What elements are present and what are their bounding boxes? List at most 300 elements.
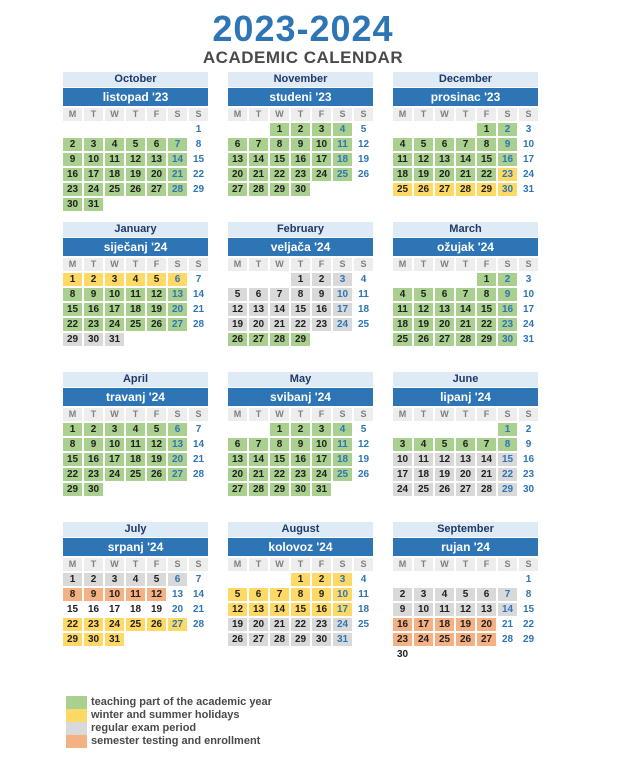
weekday-header: T (249, 558, 268, 571)
day-march-30: 30 (498, 333, 517, 346)
day-august-23: 23 (312, 618, 331, 631)
day-february-27: 27 (249, 333, 268, 346)
day-january-23: 23 (84, 318, 103, 331)
day-september-22: 22 (522, 619, 535, 630)
day-december-27: 27 (435, 183, 454, 196)
day-june-11: 11 (414, 453, 433, 466)
day-july-3: 3 (105, 573, 124, 586)
weekday-header: M (228, 408, 247, 421)
day-september-11: 11 (435, 603, 454, 616)
month-name-english: June (393, 372, 538, 387)
day-february-9: 9 (312, 288, 331, 301)
day-empty (498, 573, 517, 586)
day-march-25: 25 (393, 333, 412, 346)
day-april-27: 27 (168, 468, 187, 481)
day-empty (435, 573, 454, 586)
day-november-17: 17 (312, 153, 331, 166)
weekday-header: M (228, 258, 247, 271)
day-november-2: 2 (291, 123, 310, 136)
day-may-17: 17 (312, 453, 331, 466)
day-empty (414, 123, 433, 136)
weekday-header: W (270, 108, 289, 121)
month-days-february (228, 258, 373, 346)
day-empty (477, 423, 496, 436)
weekday-header: M (63, 258, 82, 271)
day-july-17: 17 (108, 604, 121, 615)
day-may-14: 14 (249, 453, 268, 466)
month-name-english: November (228, 72, 373, 87)
day-january-20: 20 (168, 303, 187, 316)
day-march-23: 23 (498, 318, 517, 331)
weekday-header: T (291, 408, 310, 421)
day-july-1: 1 (63, 573, 82, 586)
day-empty (168, 483, 187, 496)
day-december-2: 2 (498, 123, 517, 136)
day-july-12: 12 (147, 588, 166, 601)
day-august-25: 25 (357, 619, 370, 630)
month-name-english: March (393, 222, 538, 237)
legend-row-e (66, 722, 272, 735)
day-june-17: 17 (393, 468, 412, 481)
day-october-11: 11 (105, 153, 124, 166)
weekday-header: T (456, 108, 475, 121)
day-september-13: 13 (477, 603, 496, 616)
day-empty (393, 573, 412, 586)
day-october-14: 14 (168, 153, 187, 166)
day-december-19: 19 (414, 168, 433, 181)
day-empty (168, 333, 187, 346)
day-april-9: 9 (84, 438, 103, 451)
day-september-10: 10 (414, 603, 433, 616)
day-july-18: 18 (129, 604, 142, 615)
day-april-12: 12 (147, 438, 166, 451)
day-march-2: 2 (498, 273, 517, 286)
day-may-13: 13 (228, 453, 247, 466)
day-november-5: 5 (360, 124, 367, 135)
weekday-header: S (354, 108, 373, 121)
month-days-june (393, 408, 538, 496)
weekday-header: T (84, 408, 103, 421)
day-february-5: 5 (228, 288, 247, 301)
day-empty (168, 198, 187, 211)
day-september-27: 27 (477, 633, 496, 646)
day-empty (393, 423, 412, 436)
day-january-22: 22 (63, 318, 82, 331)
day-empty (498, 648, 517, 661)
day-august-11: 11 (358, 589, 369, 600)
month-days-november (228, 108, 373, 196)
month-january (63, 222, 208, 368)
day-july-10: 10 (105, 588, 124, 601)
day-empty (435, 423, 454, 436)
day-august-31: 31 (333, 633, 352, 646)
month-days-december (393, 108, 538, 196)
day-empty (84, 123, 103, 136)
day-april-16: 16 (84, 453, 103, 466)
day-april-25: 25 (126, 468, 145, 481)
weekday-header: S (189, 258, 208, 271)
day-august-20: 20 (249, 618, 268, 631)
day-april-30: 30 (84, 483, 103, 496)
day-january-17: 17 (105, 303, 124, 316)
weekday-header: F (477, 258, 496, 271)
day-august-4: 4 (360, 574, 367, 585)
day-empty (333, 333, 352, 346)
day-june-26: 26 (435, 483, 454, 496)
month-days-september (393, 558, 538, 661)
day-april-4: 4 (126, 423, 145, 436)
day-january-9: 9 (84, 288, 103, 301)
day-january-26: 26 (147, 318, 166, 331)
day-july-4: 4 (126, 573, 145, 586)
calendar-grid (63, 72, 538, 668)
day-december-13: 13 (435, 153, 454, 166)
day-august-16: 16 (312, 603, 331, 616)
day-empty (105, 123, 124, 136)
day-february-1: 1 (291, 273, 310, 286)
day-march-24: 24 (522, 319, 535, 330)
weekday-header: S (168, 258, 187, 271)
day-february-22: 22 (291, 318, 310, 331)
day-february-19: 19 (228, 318, 247, 331)
day-october-27: 27 (147, 183, 166, 196)
day-july-9: 9 (84, 588, 103, 601)
day-september-16: 16 (393, 618, 412, 631)
day-november-27: 27 (228, 183, 247, 196)
day-august-21: 21 (270, 618, 289, 631)
day-june-20: 20 (456, 468, 475, 481)
day-empty (435, 273, 454, 286)
day-november-14: 14 (249, 153, 268, 166)
day-may-24: 24 (312, 468, 331, 481)
month-june (393, 372, 538, 518)
day-january-6: 6 (168, 273, 187, 286)
day-july-16: 16 (87, 604, 100, 615)
day-may-26: 26 (357, 469, 370, 480)
page-title: 2023-2024 (212, 8, 394, 49)
day-september-25: 25 (435, 633, 454, 646)
day-september-1: 1 (525, 574, 532, 585)
day-march-15: 15 (477, 303, 496, 316)
month-name-croatian: listopad '23 (63, 88, 208, 106)
day-may-28: 28 (249, 483, 268, 496)
day-may-6: 6 (228, 438, 247, 451)
day-october-18: 18 (105, 168, 124, 181)
day-january-19: 19 (147, 303, 166, 316)
day-december-15: 15 (477, 153, 496, 166)
weekday-header: T (126, 108, 145, 121)
day-october-31: 31 (84, 198, 103, 211)
day-april-3: 3 (105, 423, 124, 436)
day-empty (456, 423, 475, 436)
day-march-12: 12 (414, 303, 433, 316)
day-august-2: 2 (312, 573, 331, 586)
day-march-5: 5 (414, 288, 433, 301)
day-august-6: 6 (249, 588, 268, 601)
day-may-9: 9 (291, 438, 310, 451)
day-empty (456, 573, 475, 586)
day-march-18: 18 (393, 318, 412, 331)
day-may-21: 21 (249, 468, 268, 481)
day-march-7: 7 (456, 288, 475, 301)
weekday-header: W (435, 108, 454, 121)
day-december-28: 28 (456, 183, 475, 196)
day-july-8: 8 (63, 588, 82, 601)
day-june-16: 16 (522, 454, 535, 465)
day-february-18: 18 (357, 304, 370, 315)
day-march-19: 19 (414, 318, 433, 331)
weekday-header: T (414, 258, 433, 271)
month-days-july (63, 558, 208, 646)
month-name-english: February (228, 222, 373, 237)
day-december-3: 3 (525, 124, 532, 135)
weekday-header: F (477, 108, 496, 121)
day-september-29: 29 (522, 634, 535, 645)
day-november-28: 28 (249, 183, 268, 196)
day-april-22: 22 (63, 468, 82, 481)
day-may-4: 4 (333, 423, 352, 436)
weekday-header: W (105, 558, 124, 571)
day-empty (270, 573, 289, 586)
day-december-17: 17 (522, 154, 535, 165)
day-june-2: 2 (525, 424, 532, 435)
month-may (228, 372, 373, 518)
weekday-header: M (63, 108, 82, 121)
weekday-header: S (498, 558, 517, 571)
legend-swatch-e (66, 722, 87, 735)
weekday-header: M (393, 108, 412, 121)
day-august-19: 19 (228, 618, 247, 631)
weekday-header: S (519, 558, 538, 571)
day-december-20: 20 (435, 168, 454, 181)
day-november-4: 4 (333, 123, 352, 136)
day-november-22: 22 (270, 168, 289, 181)
day-october-28: 28 (168, 183, 187, 196)
day-august-15: 15 (291, 603, 310, 616)
day-march-11: 11 (393, 303, 412, 316)
day-empty (105, 198, 124, 211)
legend-swatch-o (66, 735, 87, 748)
legend-label: teaching part of the academic year (91, 696, 272, 708)
day-september-12: 12 (456, 603, 475, 616)
day-july-19: 19 (150, 604, 163, 615)
day-january-2: 2 (84, 273, 103, 286)
day-december-4: 4 (393, 138, 412, 151)
month-name-croatian: travanj '24 (63, 388, 208, 406)
weekday-header: F (312, 558, 331, 571)
day-december-12: 12 (414, 153, 433, 166)
day-march-16: 16 (498, 303, 517, 316)
day-april-26: 26 (147, 468, 166, 481)
day-june-10: 10 (393, 453, 412, 466)
weekday-header: F (477, 408, 496, 421)
day-april-17: 17 (105, 453, 124, 466)
day-june-13: 13 (456, 453, 475, 466)
month-days-march (393, 258, 538, 346)
day-september-7: 7 (498, 588, 517, 601)
day-december-25: 25 (393, 183, 412, 196)
day-may-7: 7 (249, 438, 268, 451)
day-january-16: 16 (84, 303, 103, 316)
day-empty (456, 648, 475, 661)
weekday-header: T (291, 558, 310, 571)
day-empty (189, 198, 208, 211)
weekday-header: T (84, 558, 103, 571)
weekday-header: S (498, 108, 517, 121)
day-empty (168, 123, 187, 136)
day-empty (312, 333, 331, 346)
day-empty (519, 648, 538, 661)
day-october-15: 15 (192, 154, 205, 165)
day-november-3: 3 (312, 123, 331, 136)
day-may-23: 23 (291, 468, 310, 481)
legend-label: semester testing and enrollment (91, 735, 261, 747)
month-name-croatian: srpanj '24 (63, 538, 208, 556)
day-january-11: 11 (126, 288, 145, 301)
day-empty (147, 123, 166, 136)
day-october-23: 23 (63, 183, 82, 196)
day-empty (435, 123, 454, 136)
weekday-header: S (498, 258, 517, 271)
day-may-19: 19 (357, 454, 370, 465)
month-name-english: April (63, 372, 208, 387)
day-january-18: 18 (126, 303, 145, 316)
day-may-31: 31 (312, 483, 331, 496)
day-september-2: 2 (393, 588, 412, 601)
day-november-13: 13 (228, 153, 247, 166)
weekday-header: W (105, 108, 124, 121)
day-october-5: 5 (126, 138, 145, 151)
day-august-24: 24 (333, 618, 352, 631)
day-november-6: 6 (228, 138, 247, 151)
day-empty (228, 123, 247, 136)
day-empty (228, 573, 247, 586)
day-october-29: 29 (192, 184, 205, 195)
day-march-21: 21 (456, 318, 475, 331)
day-september-6: 6 (477, 588, 496, 601)
day-december-6: 6 (435, 138, 454, 151)
day-july-22: 22 (63, 618, 82, 631)
weekday-header: T (414, 108, 433, 121)
day-march-6: 6 (435, 288, 454, 301)
weekday-header: W (435, 558, 454, 571)
weekday-header: T (414, 408, 433, 421)
day-april-8: 8 (63, 438, 82, 451)
day-empty (354, 333, 373, 346)
weekday-header: W (435, 408, 454, 421)
day-february-24: 24 (333, 318, 352, 331)
day-january-15: 15 (63, 303, 82, 316)
weekday-header: S (333, 558, 352, 571)
day-november-23: 23 (291, 168, 310, 181)
day-may-20: 20 (228, 468, 247, 481)
day-empty (354, 183, 373, 196)
day-empty (63, 123, 82, 136)
day-february-14: 14 (270, 303, 289, 316)
day-may-11: 11 (333, 438, 352, 451)
weekday-header: S (333, 108, 352, 121)
day-june-8: 8 (498, 438, 517, 451)
day-august-17: 17 (333, 603, 352, 616)
day-june-27: 27 (456, 483, 475, 496)
month-name-croatian: lipanj '24 (393, 388, 538, 406)
day-october-8: 8 (195, 139, 202, 150)
day-february-25: 25 (357, 319, 370, 330)
weekday-header: M (393, 558, 412, 571)
day-april-19: 19 (147, 453, 166, 466)
weekday-header: S (333, 258, 352, 271)
day-july-20: 20 (171, 604, 184, 615)
day-december-9: 9 (498, 138, 517, 151)
day-april-29: 29 (63, 483, 82, 496)
day-january-4: 4 (126, 273, 145, 286)
day-empty (435, 648, 454, 661)
day-july-29: 29 (63, 633, 82, 646)
day-august-27: 27 (249, 633, 268, 646)
day-january-8: 8 (63, 288, 82, 301)
day-july-28: 28 (192, 619, 205, 630)
day-january-5: 5 (147, 273, 166, 286)
weekday-header: S (168, 108, 187, 121)
month-name-english: July (63, 522, 208, 537)
day-december-29: 29 (477, 183, 496, 196)
day-january-25: 25 (126, 318, 145, 331)
day-march-31: 31 (522, 334, 535, 345)
day-august-14: 14 (270, 603, 289, 616)
weekday-header: S (354, 408, 373, 421)
weekday-header: F (147, 408, 166, 421)
month-december (393, 72, 538, 218)
weekday-header: S (189, 108, 208, 121)
day-march-26: 26 (414, 333, 433, 346)
day-april-2: 2 (84, 423, 103, 436)
day-empty (414, 423, 433, 436)
day-september-21: 21 (501, 619, 514, 630)
day-december-5: 5 (414, 138, 433, 151)
day-march-10: 10 (522, 289, 535, 300)
day-january-12: 12 (147, 288, 166, 301)
month-april (63, 372, 208, 518)
day-may-25: 25 (333, 468, 352, 481)
day-june-25: 25 (414, 483, 433, 496)
month-october (63, 72, 208, 218)
day-empty (147, 633, 166, 646)
weekday-header: S (168, 408, 187, 421)
day-empty (168, 633, 187, 646)
legend-swatch-y (66, 709, 87, 722)
legend-row-g (66, 696, 272, 709)
month-name-english: October (63, 72, 208, 87)
day-october-10: 10 (84, 153, 103, 166)
day-september-9: 9 (393, 603, 412, 616)
day-august-12: 12 (228, 603, 247, 616)
day-october-4: 4 (105, 138, 124, 151)
day-may-12: 12 (357, 439, 370, 450)
day-august-22: 22 (291, 618, 310, 631)
day-april-18: 18 (126, 453, 145, 466)
weekday-header: T (414, 558, 433, 571)
month-name-croatian: rujan '24 (393, 538, 538, 556)
weekday-header: S (189, 408, 208, 421)
month-name-croatian: veljača '24 (228, 238, 373, 256)
day-march-28: 28 (456, 333, 475, 346)
weekday-header: S (354, 258, 373, 271)
day-april-1: 1 (63, 423, 82, 436)
month-february (228, 222, 373, 368)
month-name-english: January (63, 222, 208, 237)
day-august-8: 8 (291, 588, 310, 601)
day-november-11: 11 (333, 138, 352, 151)
